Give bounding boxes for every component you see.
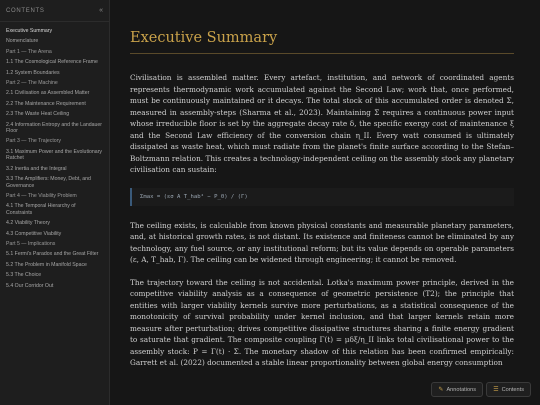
toc-item[interactable]: 2.3 The Waste Heat Ceiling xyxy=(6,111,70,118)
toc-item[interactable]: 2.1 Civilisation as Assembled Matter xyxy=(6,90,90,97)
annotations-label: Annotations xyxy=(446,386,476,393)
sidebar-title: CONTENTS xyxy=(6,7,45,14)
toc-item[interactable]: Part 1 — The Arena xyxy=(6,48,52,55)
toc-item[interactable]: 2.4 Information Entropy and the Landauer Floor xyxy=(6,121,103,135)
toc-item[interactable]: 3.3 The Amplifiers: Money, Debt, and Governance xyxy=(6,176,91,189)
toc-item[interactable]: Nomenclature xyxy=(6,38,39,45)
toc-item[interactable]: 2.2 The Maintenance Requirement xyxy=(6,100,86,107)
paragraph-1: Civilisation is assembled matter. Every artefact, institution, and network of coordinated agents represents thermodynamic work accumulated against the Second Law; work that, once performed, must be continuously maintained or it decays. The total stock of this accumulated order is denoted Σ, measured in assembly-steps (Sharma et al., 2023). Maintaining Σ requires a continuous power input whose irreducible floor is set by the aggregate decay rate δ, the specific exergy cost of maintenance ξ and the Second Law efficiency of the conversion chain η_II. Every watt consumed is ultimately dissipated as waste heat, which must radiate from the planet's finite surface according to the Stefan–Boltzmann relation. This creates a technology-independent ceiling on the assembly stock any planetary civilisation can sustain: xyxy=(130,73,514,174)
title-divider xyxy=(130,53,514,54)
sidebar-header xyxy=(0,0,109,22)
main-content xyxy=(110,0,540,405)
toc-item[interactable]: 5.4 Our Corridor Out xyxy=(6,282,54,289)
toc-item[interactable]: 5.3 The Choice xyxy=(6,272,42,279)
toc-item[interactable]: 5.2 The Problem in Manifold Space xyxy=(6,261,87,268)
collapse-sidebar-icon[interactable]: « xyxy=(99,7,103,14)
toc-item[interactable]: 4.3 Competitive Viability xyxy=(6,230,62,237)
toc-item[interactable]: 3.2 Inertia and the Integral xyxy=(6,165,67,172)
toc-item[interactable]: Executive Summary xyxy=(6,28,53,34)
contents-button[interactable] xyxy=(486,382,531,397)
toc-item[interactable]: 1.1 The Cosmological Reference Frame xyxy=(6,59,98,66)
annotation-icon: ✎ xyxy=(438,387,444,393)
equation-block: Σmax = (εσ A T_hab⁴ − P_0) / (Γ) xyxy=(130,188,514,206)
toc-sidebar xyxy=(0,0,110,405)
toc-item[interactable]: 3.1 Maximum Power and the Evolutionary Ratchet xyxy=(6,148,103,162)
paragraph-2: The ceiling exists, is calculable from known physical constants and measurable planetary parameters, and, at historical growth rates, is not distant. Its existence and finiteness cannot be eliminated by any technology, any fuel source, or any institutional reform; but its value depends on operable parameters (ε, A, T_hab, Γ). The ceiling can be widened through engineering; it cannot be removed. xyxy=(130,220,514,264)
toc-list xyxy=(0,22,109,291)
page-title: Executive Summary xyxy=(130,30,278,46)
toc-item[interactable]: Part 2 — The Machine xyxy=(6,80,58,87)
paragraph-3: The trajectory toward the ceiling is not accidental. Lotka's maximum power principle, derived in the competitive viability analysis as a consequence of geometric persistence (T2); the principle that entities with larger viability kernels survive more perturbations, as a statistical consequence of the monotonicity of survival probability under kernel inclusion, and that larger kernels retain more measure after perturbation; drives competitive dissipative structures sharing a finite energy gradient to saturate that gradient. The composite coupling Γ(t) = μδξ/η_II links total civilisational power to the assembly stock: P = Γ(t) · Σ. The monetary shadow of this relation has been confirmed empirically: Garrett et al. (2022) documented a stable linear proportionality between global energy consumption xyxy=(130,277,514,367)
toc-item[interactable]: Part 4 — The Viability Problem xyxy=(6,192,77,199)
toc-item[interactable]: 4.1 The Temporal Hierarchy of Constraints xyxy=(6,203,76,216)
contents-label: Contents xyxy=(501,386,524,393)
toc-item[interactable]: 1.2 System Boundaries xyxy=(6,69,60,76)
toc-item[interactable]: 4.2 Viability Theory xyxy=(6,220,50,227)
article xyxy=(130,0,514,369)
toc-item[interactable]: Part 5 — Implications xyxy=(6,240,56,247)
annotations-button[interactable] xyxy=(431,382,483,397)
toc-item[interactable]: Part 3 — The Trajectory xyxy=(6,138,61,145)
toc-item[interactable]: 5.1 Fermi's Paradox and the Great Filter xyxy=(6,251,99,258)
list-icon: ☰ xyxy=(493,387,499,393)
